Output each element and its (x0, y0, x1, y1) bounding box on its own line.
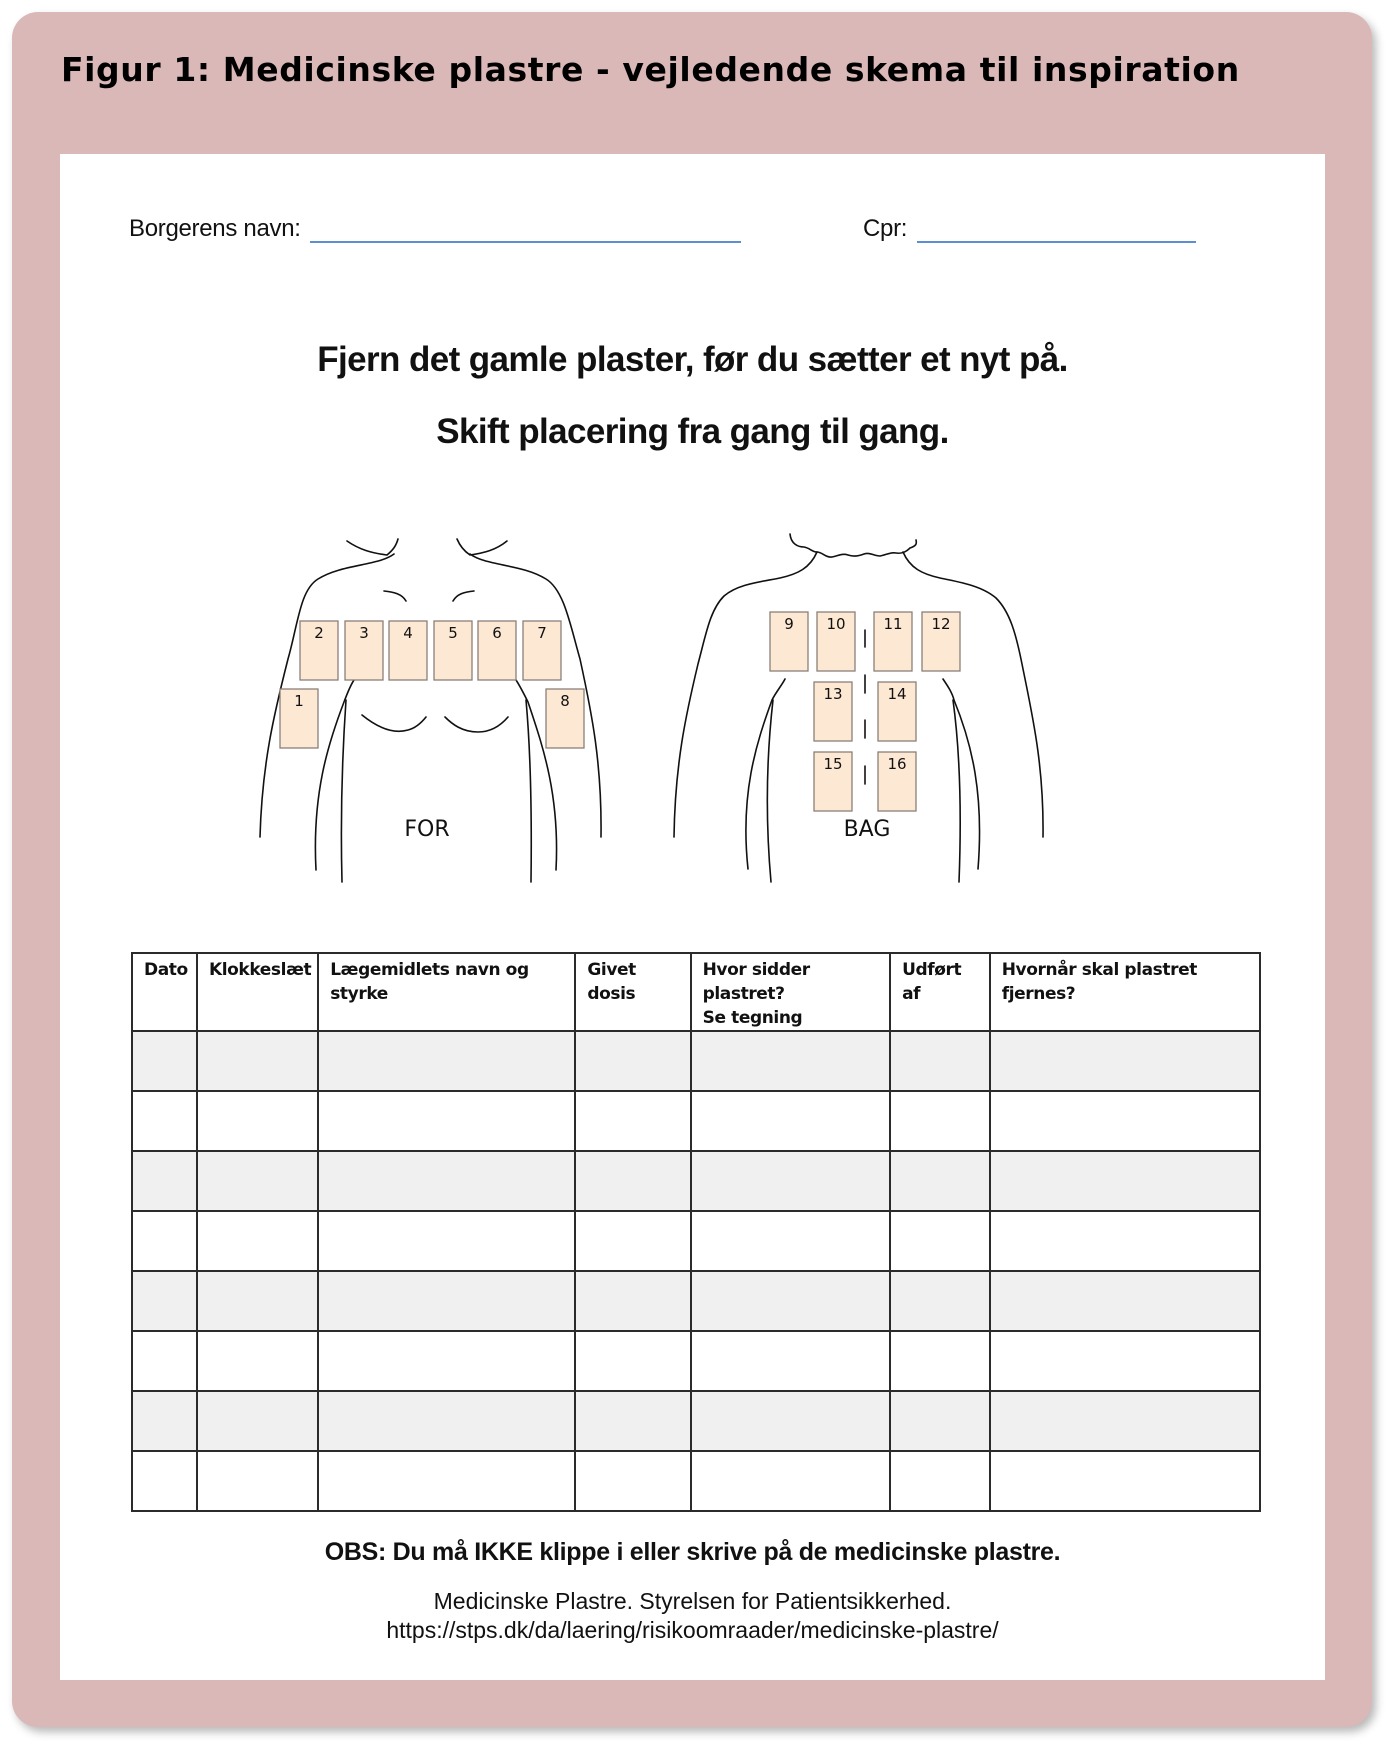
table-cell[interactable] (575, 1091, 690, 1151)
table-row (132, 1451, 1260, 1511)
back-outline-left (674, 552, 817, 837)
table-cell[interactable] (990, 1451, 1260, 1511)
warning-text: OBS: Du må IKKE klippe i eller skrive på de medicinske plastre. (324, 1538, 1061, 1566)
patch-group (280, 612, 960, 811)
header-placering (691, 953, 890, 1031)
citation (60, 1587, 1325, 1645)
table-cell[interactable] (318, 1151, 575, 1211)
table-cell[interactable] (890, 1031, 990, 1091)
back-patch-number: 14 (887, 685, 907, 703)
table-cell[interactable] (132, 1031, 197, 1091)
table-cell[interactable] (318, 1451, 575, 1511)
back-patch-number: 10 (826, 615, 846, 633)
header-dato: Dato (132, 953, 197, 1031)
table-cell[interactable] (691, 1391, 890, 1451)
table-cell[interactable] (197, 1091, 318, 1151)
table-cell[interactable] (691, 1211, 890, 1271)
header-givet-dosis: Givet dosis (575, 953, 690, 1031)
table-cell[interactable] (691, 1331, 890, 1391)
table-cell[interactable] (575, 1451, 690, 1511)
table-cell[interactable] (575, 1331, 690, 1391)
table-cell[interactable] (890, 1391, 990, 1451)
citation-source: Medicinske Plastre. Styrelsen for Patientsikkerhed. (433, 1588, 952, 1614)
table-cell[interactable] (197, 1151, 318, 1211)
front-patch-number: 7 (537, 624, 547, 642)
patch-log-table (131, 952, 1261, 1512)
instruction-line-2: Skift placering fra gang til gang. (436, 412, 949, 451)
table-cell[interactable] (691, 1451, 890, 1511)
table-cell[interactable] (890, 1331, 990, 1391)
table-cell[interactable] (691, 1151, 890, 1211)
header-laegemiddel: Lægemidlets navn og styrke (318, 953, 575, 1031)
back-arm-left-inner (767, 700, 773, 882)
table-cell[interactable] (318, 1031, 575, 1091)
front-neck-right (457, 539, 507, 555)
table-row (132, 1091, 1260, 1151)
table-header-row (132, 953, 1260, 1031)
table-cell[interactable] (990, 1271, 1260, 1331)
header-fjernes: Hvornår skal plastret fjernes? (990, 953, 1260, 1031)
table-cell[interactable] (575, 1031, 690, 1091)
table-cell[interactable] (197, 1451, 318, 1511)
table-cell[interactable] (990, 1031, 1260, 1091)
back-patch-number: 13 (823, 685, 843, 703)
front-arm-left-outer (315, 680, 354, 870)
front-patch-number: 2 (314, 624, 324, 642)
header-udfoert-af: Udført af (890, 953, 990, 1031)
table-cell[interactable] (691, 1271, 890, 1331)
table-cell[interactable] (575, 1391, 690, 1451)
table-cell[interactable] (197, 1271, 318, 1331)
table-cell[interactable] (575, 1151, 690, 1211)
table-row (132, 1391, 1260, 1451)
table-row (132, 1331, 1260, 1391)
table-cell[interactable] (575, 1271, 690, 1331)
front-chest-right (445, 717, 508, 732)
table-cell[interactable] (890, 1091, 990, 1151)
body-diagram (60, 154, 1325, 914)
front-patch-number: 4 (403, 624, 413, 642)
back-arm-left-outer (746, 679, 785, 869)
table-cell[interactable] (197, 1391, 318, 1451)
form-panel (60, 154, 1325, 1680)
front-patch-number: 6 (492, 624, 502, 642)
front-label: FOR (404, 817, 450, 842)
table-cell[interactable] (990, 1331, 1260, 1391)
table-cell[interactable] (318, 1091, 575, 1151)
front-clavicle-left (384, 591, 406, 601)
table-cell[interactable] (132, 1091, 197, 1151)
table-cell[interactable] (890, 1451, 990, 1511)
header-placering-line1: Hvor sidder plastret? (702, 960, 810, 1004)
table-cell[interactable] (197, 1331, 318, 1391)
table-cell[interactable] (575, 1211, 690, 1271)
table-cell[interactable] (990, 1211, 1260, 1271)
name-label: Borgerens navn: (129, 215, 301, 242)
table-cell[interactable] (691, 1031, 890, 1091)
front-chest-left (362, 715, 426, 731)
table-cell[interactable] (318, 1391, 575, 1451)
table-cell[interactable] (132, 1391, 197, 1451)
front-patch-number: 1 (294, 692, 304, 710)
table-cell[interactable] (318, 1271, 575, 1331)
table-row (132, 1031, 1260, 1091)
table-cell[interactable] (990, 1091, 1260, 1151)
table-cell[interactable] (132, 1271, 197, 1331)
header-placering-line2: Se tegning (702, 1008, 803, 1028)
front-patch-number: 8 (560, 692, 570, 710)
table-cell[interactable] (132, 1451, 197, 1511)
table-cell[interactable] (990, 1391, 1260, 1451)
table-row (132, 1151, 1260, 1211)
back-outline-right (903, 552, 1043, 837)
back-label: BAG (843, 817, 891, 842)
table-cell[interactable] (132, 1211, 197, 1271)
instruction-line-1: Fjern det gamle plaster, før du sætter et nyt på. (317, 340, 1068, 379)
front-clavicle-right (453, 591, 474, 601)
back-patch-number: 15 (823, 755, 843, 773)
back-arm-right-inner (953, 700, 960, 882)
back-patch-number: 12 (931, 615, 951, 633)
table-cell[interactable] (890, 1151, 990, 1211)
figure-title: Figur 1: Medicinske plastre - vejledende skema til inspiration (61, 50, 1240, 89)
table-row (132, 1211, 1260, 1271)
table-cell[interactable] (890, 1211, 990, 1271)
front-neck-left (347, 539, 398, 555)
back-patch-number: 16 (887, 755, 907, 773)
table-cell[interactable] (318, 1211, 575, 1271)
front-arm-right-inner (526, 700, 531, 882)
back-arm-right-outer (943, 679, 980, 869)
table-cell[interactable] (890, 1271, 990, 1331)
table-cell[interactable] (132, 1151, 197, 1211)
front-arm-left-inner (341, 700, 346, 882)
back-patch-number: 9 (784, 615, 794, 633)
table-cell[interactable] (197, 1211, 318, 1271)
back-patch-number: 11 (883, 615, 903, 633)
cpr-label: Cpr: (863, 215, 908, 242)
table-cell[interactable] (197, 1031, 318, 1091)
table-cell[interactable] (132, 1331, 197, 1391)
front-patch-number: 3 (359, 624, 369, 642)
table-cell[interactable] (691, 1091, 890, 1151)
table-row (132, 1271, 1260, 1331)
table-cell[interactable] (318, 1331, 575, 1391)
citation-url[interactable]: https://stps.dk/da/laering/risikoomraader/medicinske-plastre/ (386, 1617, 999, 1643)
front-patch-number: 5 (448, 624, 458, 642)
back-neck-collar (790, 534, 916, 557)
header-klokkeslaet: Klokkeslæt (197, 953, 318, 1031)
table-cell[interactable] (990, 1151, 1260, 1211)
